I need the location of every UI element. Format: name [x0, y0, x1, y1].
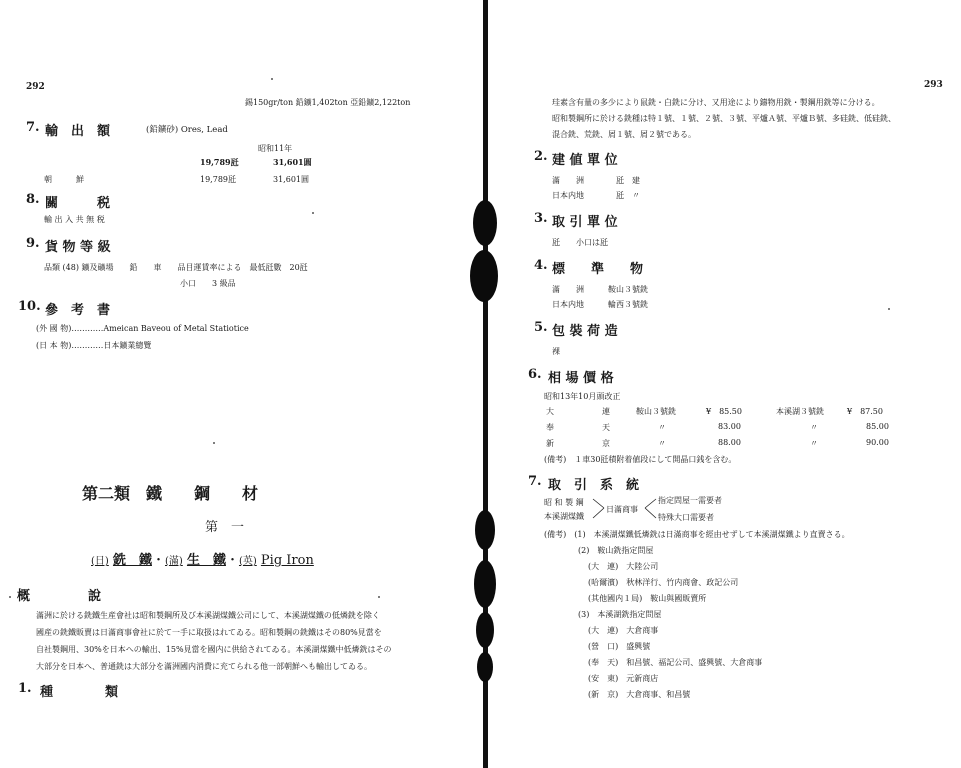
page-number-right: 293	[924, 80, 943, 90]
section-6-title: 相 場 價 格	[548, 371, 614, 386]
overview-line-3: 自社製鋼用、30%を日本への輸出、15%見當を國内に供給されてゐる。本溪湖煤鐵中低燐銑はその	[36, 645, 392, 654]
flow-source-b: 本溪湖煤鐵	[544, 512, 584, 521]
price-brand-2: 本溪湖３號銑	[776, 407, 824, 416]
item-name-en: Pig Iron	[260, 553, 314, 568]
price-city-b: 天	[602, 423, 610, 432]
intro-line-1: 珪素含有量の多少により鼠銑・白銑に分け、又用途により鑄物用銑・製鋼用銑等に分ける。	[552, 98, 880, 107]
category-title: 第二類 鐵 鋼 材	[82, 484, 259, 503]
price-value-2: ¥ 87.50	[847, 407, 883, 416]
price-value-2: 85.00	[866, 422, 889, 431]
section-10-title: 參 考 書	[45, 303, 111, 318]
dealer-b2: (營 口) 盛興號	[588, 642, 651, 651]
section-3-number: 3.	[534, 211, 548, 226]
section-5-number: 5.	[534, 320, 548, 335]
dealer-b3: (奉 天) 和昌號、福記公司、盛興號、大倉商事	[588, 658, 763, 667]
section-10-number: 10.	[18, 299, 41, 314]
right-page	[490, 0, 961, 768]
flow-source-a: 昭 和 製 鋼	[544, 498, 584, 507]
section-8-text: 輸 出 入 共 無 税	[44, 215, 105, 224]
section-4-row2-b: 輪西３號銑	[608, 300, 648, 309]
price-brand-2: 〃	[810, 423, 818, 432]
section-9-number: 9.	[26, 236, 40, 251]
dealer-a1: (大 連) 大陸公司	[588, 562, 659, 571]
export-qty: 19,789瓩	[200, 175, 236, 184]
overview-line-1: 滿洲に於ける銑鐵生産會社は昭和製鋼所及び本溪湖煤鐵公司にして、本溪湖煤鐵の低燐銑を除く	[36, 611, 380, 620]
section-9-line2: 小口 3 級品	[180, 279, 236, 288]
section-3-text: 瓩 小口は瓩	[552, 238, 608, 247]
price-city-b: 連	[602, 407, 610, 416]
price-city-b: 京	[602, 439, 610, 448]
section-4-row1-b: 鞍山３號銑	[608, 285, 648, 294]
export-val: 31,601圓	[273, 175, 309, 184]
price-brand-1: 〃	[658, 439, 666, 448]
section-4-number: 4.	[534, 258, 548, 273]
section-4-row2-a: 日本内地	[552, 300, 584, 309]
section-5-title: 包 裝 荷 造	[552, 324, 618, 339]
price-value-1: ¥ 85.50	[706, 407, 742, 416]
flow-dest-b: 特殊大口需要者	[658, 513, 714, 522]
price-city-a: 奉	[546, 423, 554, 432]
section-7r-title: 取 引 系 統	[548, 478, 640, 493]
dealer-b5: (新 京) 大倉商事、和昌號	[588, 690, 691, 699]
item-name-jp: 銑 鐵	[112, 553, 152, 568]
item-name-mc: 生 鐵	[186, 553, 226, 568]
price-brand-1: 〃	[658, 423, 666, 432]
section-7-number: 7.	[26, 120, 40, 135]
reference-foreign: (外 國 物)…………Ameican Baveou of Metal Statiotice	[36, 324, 249, 333]
section-1-number: 1.	[18, 681, 32, 696]
section-6-number: 6.	[528, 367, 542, 382]
section-7-title: 輸 出 額	[45, 124, 111, 139]
price-value-2: 90.00	[866, 438, 889, 447]
price-brand-2: 〃	[810, 439, 818, 448]
section-2-title: 建 値 單 位	[552, 153, 618, 168]
price-value-1: 83.00	[718, 422, 741, 431]
price-city-a: 大	[546, 407, 554, 416]
section-3-title: 取 引 單 位	[552, 215, 618, 230]
price-city-a: 新	[546, 439, 554, 448]
section-7-subtitle: (鉛鑛砂) Ores, Lead	[146, 125, 228, 135]
flow-merge-arrow	[592, 496, 606, 522]
section-5-text: 裸	[552, 347, 560, 356]
item-prefix-jp: (日)	[91, 556, 109, 567]
section-2-row1-a: 滿 洲	[552, 176, 584, 185]
section-4-row1-a: 滿 洲	[552, 285, 584, 294]
price-note: (備考) １車30瓩積附着値段にして開晶口銭を含む。	[544, 455, 737, 464]
section-8-title: 關 税	[45, 196, 111, 211]
section-1-title: 種 類	[40, 685, 119, 700]
section-7r-number: 7.	[528, 474, 542, 489]
dealer-b4: (安 東) 元新商店	[588, 674, 659, 683]
item-name-line: (日) 銑 鐵・(滿) 生 鐵・(英) Pig Iron	[91, 553, 314, 568]
intro-line-3: 混合銑、荒銑、屑１號、屑２號である。	[552, 130, 696, 139]
section-2-row1-b: 瓩 建	[616, 176, 640, 185]
section-2-row2-a: 日本内地	[552, 191, 584, 200]
dealer-a3: (其他國内１局) 鞍山與國販賣所	[588, 594, 707, 603]
export-val-total: 31,601圓	[273, 157, 312, 167]
category-subtitle: 第 一	[205, 520, 245, 535]
reference-japan: (日 本 物)…………日本鑛業總覽	[36, 341, 152, 350]
top-line: 錫150gr/ton 鉛鑛1,402ton 亞鉛鑛2,122ton	[245, 98, 411, 107]
price-date: 昭和13年10月頭改正	[544, 392, 621, 401]
section-4-title: 標 準 物	[552, 262, 644, 277]
flow-note-3: (3) 本溪湖銑指定問屋	[578, 610, 662, 619]
section-2-number: 2.	[534, 149, 548, 164]
section-9-line1: 品類 (48) 鑛及礦場 鉛 車 品目運賃率による 最低瓩數 20瓩	[44, 263, 308, 272]
export-qty-total: 19,789瓩	[200, 157, 239, 167]
overview-line-2: 國産の銑鐵販賣は日滿商事會社に於て一手に取扱はれてゐる。昭和製鋼の銑鐵はその80%見當を	[36, 628, 382, 637]
flow-middle: 日滿商事	[606, 505, 638, 514]
price-value-1: 88.00	[718, 438, 741, 447]
overview-line-4: 大部分を日本へ、普通銑は大部分を滿洲國内消費に充てられる他一部朝鮮へも輸出してゐる。	[36, 662, 372, 671]
flow-note-1: (備考) (1) 本溪湖煤鐵低燐銑は日滿商事を經由せずして本溪湖煤鐵より直賣さる。	[544, 530, 850, 539]
overview-title-2: 說	[88, 589, 102, 604]
dealer-a2: (哈爾濱) 秋林洋行、竹内商會、政記公司	[588, 578, 739, 587]
page-number-left: 292	[26, 82, 45, 92]
overview-title-1: 概	[17, 589, 31, 604]
export-row-label: 朝 鮮	[44, 175, 84, 184]
dealer-b1: (大 連) 大倉商事	[588, 626, 659, 635]
flow-split-arrow	[644, 496, 658, 522]
flow-dest-a: 指定問屋一需要者	[658, 496, 722, 505]
item-prefix-en: (英)	[238, 556, 257, 567]
export-year: 昭和11年	[258, 144, 293, 153]
section-2-row2-b: 瓩 〃	[616, 191, 640, 200]
section-8-number: 8.	[26, 192, 40, 207]
item-prefix-mc: (滿)	[164, 556, 183, 567]
flow-note-2: (2) 鞍山銑指定問屋	[578, 546, 654, 555]
section-9-title: 貨 物 等 級	[45, 240, 111, 255]
price-brand-1: 鞍山３號銑	[636, 407, 676, 416]
intro-line-2: 昭和製鋼所に於ける銑種は特１號、１號、２號、３號、平爐Ａ號、平爐Ｂ號、多硅銑、低硅銑、	[552, 114, 896, 123]
